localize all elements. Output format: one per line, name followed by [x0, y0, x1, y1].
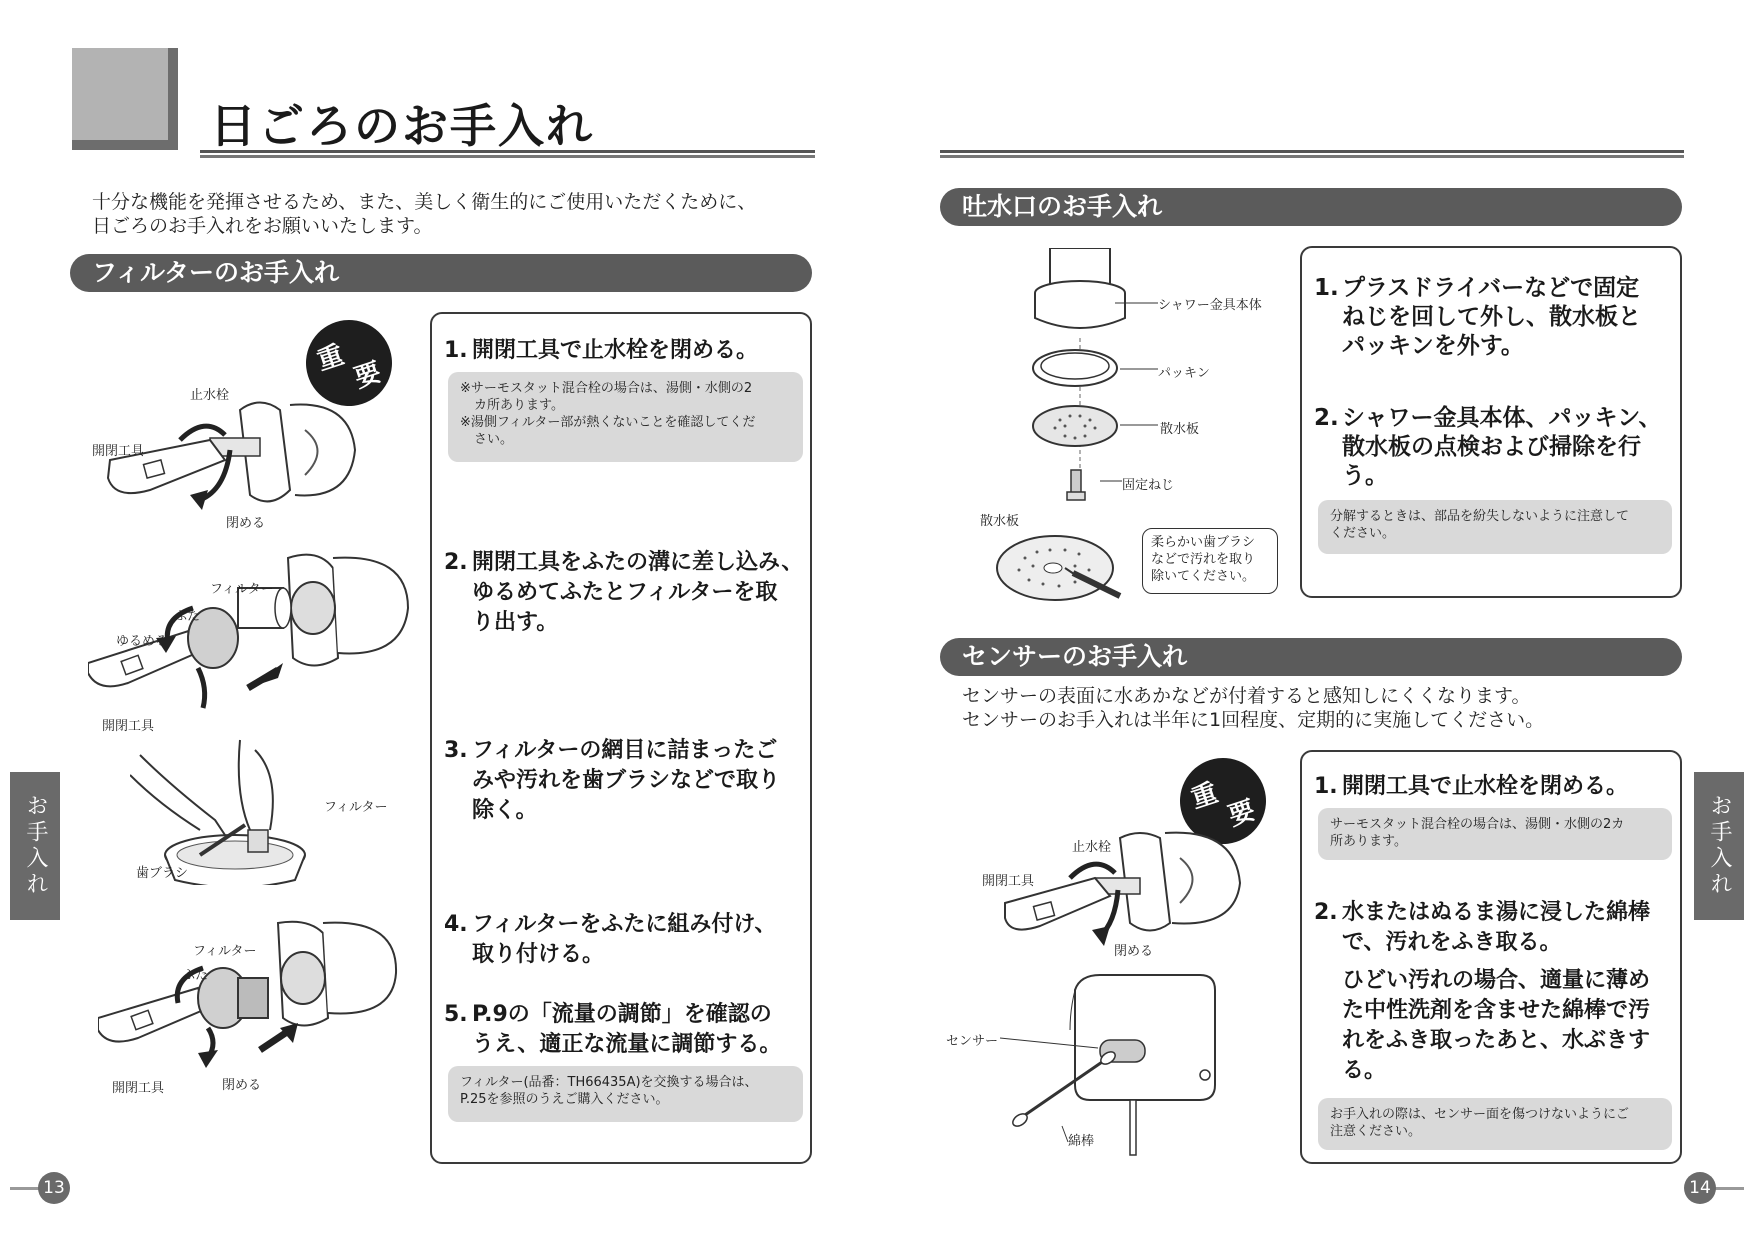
note-line: 所あります。: [1330, 834, 1407, 849]
important-badge-char-2: 要: [350, 357, 385, 395]
filter-step-2: [444, 548, 804, 638]
step-text-line: プラスドライバーなどで固定: [1342, 275, 1640, 301]
step-number: 2.: [1314, 405, 1339, 431]
sensor-intro-line-2: センサーのお手入れは半年に1回程度、定期的に実施してください。: [962, 709, 1545, 731]
tip-line: 柔らかい歯ブラシ: [1151, 535, 1256, 550]
label-lid-4: ふた: [182, 968, 209, 983]
note-line: さい。: [474, 432, 514, 447]
note-line: 分解するときは、部品を紛失しないように注意して: [1330, 509, 1630, 524]
note-line: カ所あります。: [474, 398, 564, 413]
step-text-line: P.9の「流量の調節」を確認の: [472, 1002, 772, 1027]
label-sensor-tool: 開閉工具: [982, 874, 1035, 889]
page-number-line-right: [1712, 1187, 1744, 1190]
tip-speech-bubble: [1142, 528, 1278, 594]
note-line: サーモスタット混合栓の場合は、湯側・水側の2カ: [1330, 817, 1625, 832]
filter-note-1: [448, 372, 803, 462]
step-text-line: 水またはぬるま湯に浸した綿棒: [1342, 900, 1651, 925]
step-text-line: うえ、適正な流量に調節する。: [472, 1032, 782, 1057]
label-cotton-swab: 綿棒: [1068, 1134, 1095, 1149]
title-rule-right: [940, 150, 1684, 158]
note-line: ※湯側フィルター部が熱くないことを確認してくだ: [460, 415, 756, 430]
label-toothbrush: 歯ブラシ: [136, 866, 189, 881]
step-number: 2.: [1314, 900, 1338, 925]
label-close-4: 閉める: [222, 1078, 262, 1093]
illustration-sensor-box: [1000, 970, 1230, 1160]
label-spray-plate: 散水板: [1160, 422, 1200, 437]
step-number: 1.: [444, 338, 468, 363]
step-number: 1.: [1314, 774, 1338, 799]
sensor-intro-line-1: センサーの表面に水あかなどが付着すると感知しにくくなります。: [962, 685, 1531, 707]
note-line: P.25を参照のうえご購入ください。: [460, 1092, 669, 1107]
label-sensor: センサー: [946, 1034, 999, 1049]
section-spout-care: 吐水口のお手入れ: [940, 188, 1682, 226]
intro-line-2: 日ごろのお手入れをお願いいたします。: [92, 215, 433, 237]
step-text-line: フィルターの網目に詰まったご: [472, 738, 778, 763]
step-text-line: 開閉工具をふたの溝に差し込み、: [472, 550, 804, 575]
filter-step-4: [444, 910, 804, 970]
filter-step-1: [444, 336, 804, 366]
label-filter-3: フィルター: [324, 800, 388, 815]
label-filter-4: フィルター: [193, 944, 257, 959]
spout-note: [1318, 500, 1672, 554]
note-line: ※サーモスタット混合栓の場合は、湯側・水側の2: [460, 381, 753, 396]
label-leader-lines: [1100, 295, 1160, 485]
title-decoration-square: [72, 48, 178, 150]
sensor-step-2: [1314, 898, 1674, 1086]
note-line: ください。: [1330, 526, 1396, 541]
label-shower-body: シャワー金具本体: [1158, 298, 1262, 313]
page-title: 日ごろのお手入れ: [210, 99, 594, 153]
step-text-line: 取り付ける。: [472, 942, 605, 967]
note-line: 注意ください。: [1330, 1124, 1422, 1139]
step-number: 3.: [444, 738, 468, 763]
sensor-intro: [962, 684, 1544, 732]
spout-step-1: [1314, 274, 1674, 361]
sensor-step-1: [1314, 772, 1674, 802]
illustration-sensor-close-valve: [1000, 828, 1250, 958]
label-sensor-stop-valve: 止水栓: [1072, 840, 1112, 855]
label-tool-4: 開閉工具: [112, 1081, 165, 1096]
intro-line-1: 十分な機能を発揮させるため、また、美しく衛生的にご使用いただくために、: [92, 191, 757, 213]
step-number: 1.: [1314, 275, 1339, 301]
step-text-line: 除く。: [472, 798, 538, 823]
page-number-right: 14: [1684, 1172, 1716, 1204]
note-line: お手入れの際は、センサー面を傷つけないようにご: [1330, 1107, 1630, 1122]
sensor-note-1: [1318, 808, 1672, 860]
spout-step-2: [1314, 404, 1674, 491]
label-close: 閉める: [226, 516, 266, 531]
filter-note-2: [448, 1066, 803, 1122]
important-badge-char-2: 要: [1224, 795, 1259, 833]
step-extra-line: ひどい汚れの場合、適量に薄め: [1342, 968, 1651, 993]
step-number: 2.: [444, 550, 468, 575]
step-number: 4.: [444, 912, 468, 937]
label-spray-plate-2: 散水板: [980, 514, 1020, 529]
step-text-line: 散水板の点検および掃除を行: [1342, 434, 1641, 460]
title-rule-left: [200, 150, 815, 158]
step-text-line: シャワー金具本体、パッキン、: [1342, 405, 1662, 431]
important-badge-char-1: 重: [1187, 778, 1222, 815]
label-sensor-close: 閉める: [1114, 944, 1154, 959]
tip-line: などで汚れを取り: [1151, 552, 1256, 567]
intro-text: [92, 190, 756, 238]
step-text-line: ねじを回して外し、散水板と: [1342, 304, 1641, 330]
step-extra-line: れをふき取ったあと、水ぶきす: [1342, 1028, 1651, 1053]
page-number-left: 13: [38, 1172, 70, 1204]
step-text-line: で、汚れをふき取る。: [1342, 930, 1562, 955]
important-badge-char-1: 重: [313, 340, 348, 377]
step-text: 開閉工具で止水栓を閉める。: [472, 338, 759, 363]
filter-step-3: [444, 736, 804, 826]
label-lid: ふた: [174, 609, 201, 624]
label-tool: 開閉工具: [92, 444, 145, 459]
step-text-line: り出す。: [472, 610, 559, 635]
step-text-line: パッキンを外す。: [1342, 333, 1524, 359]
side-tab-right: お手入れ: [1694, 772, 1744, 920]
label-stop-valve: 止水栓: [190, 388, 230, 403]
illustration-brush-spray-plate: [995, 528, 1125, 608]
step-text-line: ゆるめてふたとフィルターを取: [472, 580, 778, 605]
section-sensor-care: センサーのお手入れ: [940, 638, 1682, 676]
note-line: フィルター(品番：TH66435A)を交換する場合は、: [460, 1075, 758, 1090]
illustration-close-valve: [90, 390, 370, 530]
step-number: 5.: [444, 1002, 468, 1027]
sensor-note-2: [1318, 1098, 1672, 1150]
label-screw: 固定ねじ: [1122, 478, 1175, 493]
step-extra-line: た中性洗剤を含ませた綿棒で汚: [1342, 998, 1651, 1023]
filter-step-5: [444, 1000, 804, 1060]
label-tool-2: 開閉工具: [102, 719, 155, 734]
tip-line: 除いてください。: [1151, 569, 1256, 584]
step-text: 開閉工具で止水栓を閉める。: [1342, 774, 1629, 799]
step-text-line: みや汚れを歯ブラシなどで取り: [472, 768, 781, 793]
step-extra-line: る。: [1342, 1058, 1387, 1083]
label-filter: フィルター: [210, 582, 274, 597]
step-text-line: フィルターをふたに組み付け、: [472, 912, 777, 937]
label-packing: パッキン: [1158, 366, 1210, 381]
section-filter-care: フィルターのお手入れ: [70, 254, 812, 292]
step-text-line: う。: [1342, 463, 1388, 489]
label-loosen: ゆるめる: [116, 634, 169, 649]
side-tab-left: お手入れ: [10, 772, 60, 920]
